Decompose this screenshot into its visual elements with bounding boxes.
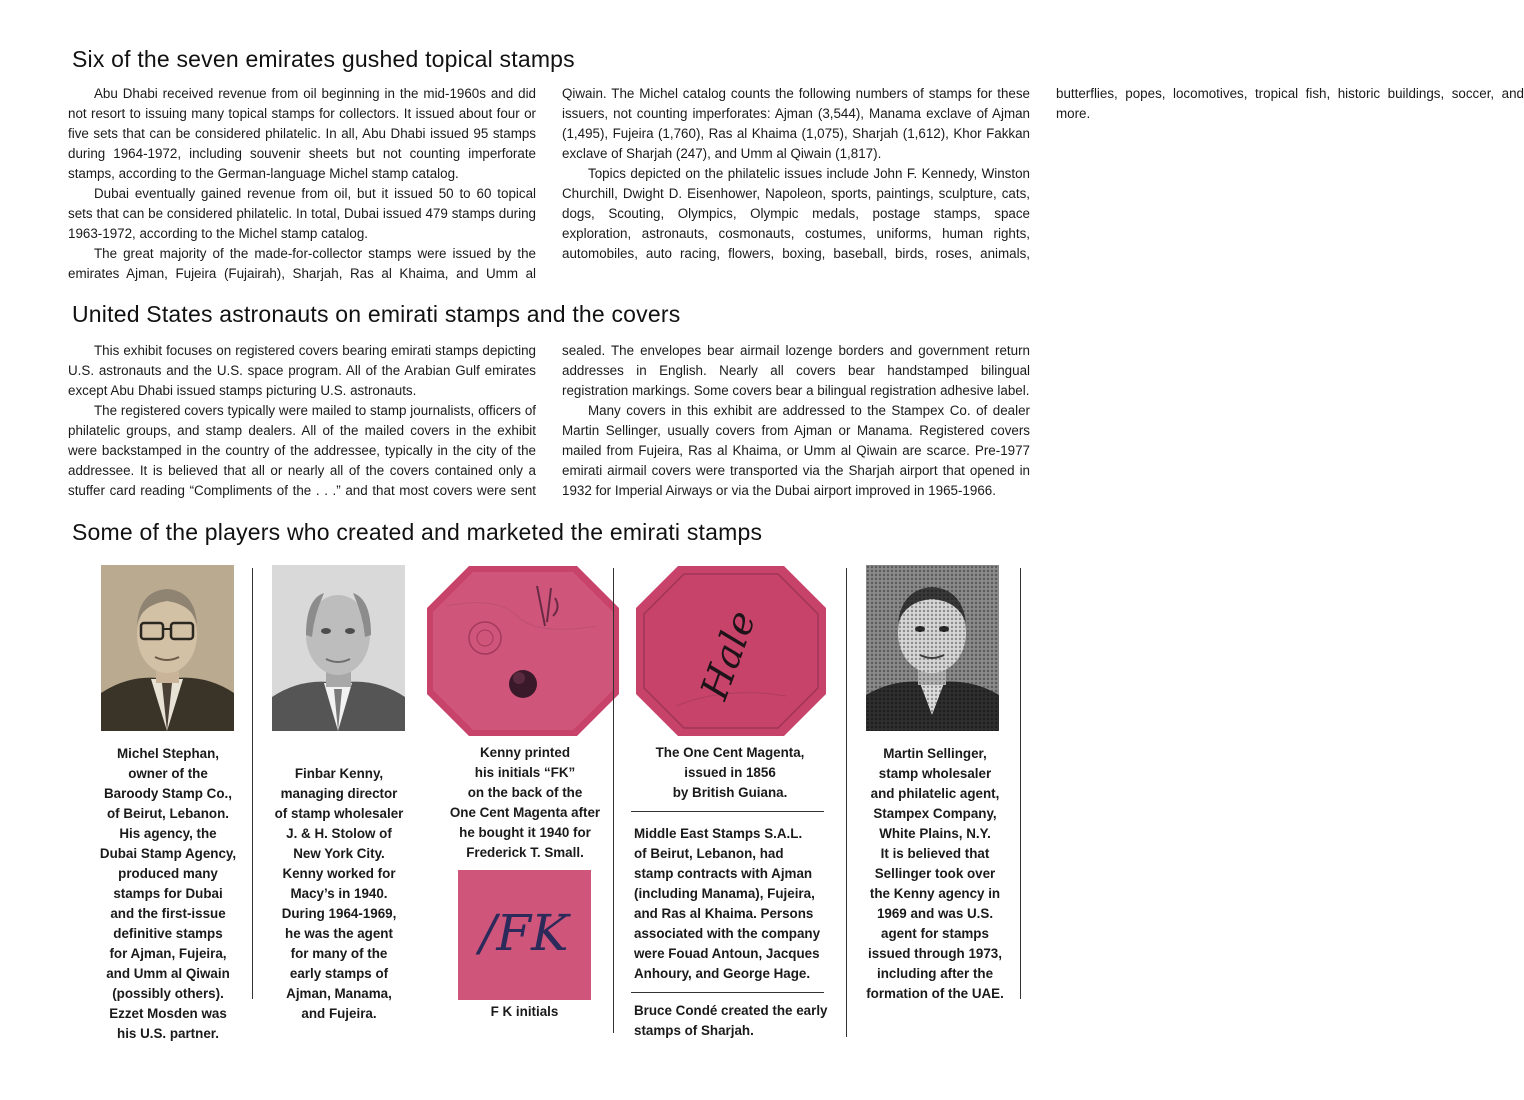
caption-line: Baroody Stamp Co., — [104, 786, 232, 801]
text-line: stamps of Sharjah. — [634, 1023, 754, 1038]
one-cent-magenta-caption — [630, 743, 830, 803]
column-divider — [252, 568, 253, 999]
caption-line: His agency, the — [119, 826, 217, 841]
caption-line: definitive stamps — [113, 926, 223, 941]
magenta-back-photo — [427, 566, 619, 736]
caption-line: issued in 1856 — [684, 765, 776, 780]
paragraph: Dubai eventually gained revenue from oil, but it issued 50 to 60 topical sets that can be considered philatelic. In total, Dubai issued 479 stamps during 1963-1972, according to the Michel stamp catalog. — [68, 186, 536, 241]
caption-line: Martin Sellinger, — [883, 746, 987, 761]
caption-line: Finbar Kenny, — [294, 766, 384, 781]
magenta-signature: Hale — [692, 604, 765, 705]
caption-line: he bought it 1940 for — [459, 825, 591, 840]
caption-line: (possibly others). — [112, 986, 224, 1001]
paragraph: Topics depicted on the philatelic issues include John F. Kennedy, Winston Churchill, Dwight D. Eisenhower, Napoleon, sports, paintings, sculpture, cats, dogs, Scouting, Olympics, Olympic medals, postage stamps, space exploration, astronauts, cosmonauts, costumes, uniforms, human rights, automobiles, auto racing, flowers, boxing, baseball, birds, roses, animals, butterflies, popes, locomotives, tropical fish, historic buildings, soccer, and more. — [562, 86, 1524, 261]
caption-line: owner of the — [128, 766, 208, 781]
horizontal-divider — [631, 992, 824, 993]
fk-initials-closeup-photo — [458, 870, 591, 1000]
section-heading-topical-stamps: Six of the seven emirates gushed topical stamps — [72, 46, 575, 72]
caption-line: Stampex Company, — [873, 806, 997, 821]
paragraph: The great majority of the made-for-collector stamps were issued by the emirates Ajman, Fujeira (Fujairah), Sharjah, Ras al Khaima, and Umm al Qiwain. The Michel catalog counts the following numbers of stamps for these issuers, not counting imperforates: Ajman (3,544), Manama exclave of Ajman (1,495), Fujeira (1,760), Ras al Khaima (1,075), Sharjah (1,612), Khor Fakkan exclave of Sharjah (247), and Umm al Qiwain (1,817). — [68, 86, 1030, 281]
caption-line: managing director — [280, 786, 398, 801]
caption-line: One Cent Magenta after — [449, 805, 601, 820]
caption-line: J. & H. Stolow of — [286, 826, 392, 841]
caption-line: by British Guiana. — [672, 785, 788, 800]
caption-line: agent for stamps — [881, 926, 989, 941]
caption-line: The One Cent Magenta, — [655, 745, 805, 760]
finbar-kenny-caption — [264, 764, 414, 1024]
fk-initials-description — [440, 743, 610, 863]
text-line: stamp contracts with Ajman — [634, 866, 813, 881]
caption-line: and philatelic agent, — [870, 786, 1000, 801]
paragraph: The registered covers typically were mailed to stamp journalists, officers of philatelic groups, and stamp dealers. All of the mailed covers in the exhibit were backstamped in the country of the addressee, typically in the city of the addressee. It is believed that all or nearly all of the covers contained only a stuffer card reading “Compliments of the . . .” and that most covers were sent sealed. The envelopes bear airmail lozenge borders and government return addresses in English. Nearly all covers bear handstamped bilingual registration markings. Some covers bear a bilingual registration adhesive label. — [68, 343, 1030, 498]
middle-east-stamps-text — [634, 824, 834, 984]
caption-line: of Beirut, Lebanon. — [107, 806, 229, 821]
text-line: Bruce Condé created the early — [634, 1003, 828, 1018]
caption-line: on the back of the — [467, 785, 583, 800]
topical-stamps-text — [68, 84, 1524, 286]
caption-line: Macy’s in 1940. — [290, 886, 388, 901]
michel-stephan-caption — [92, 744, 244, 1044]
section-heading-players: Some of the players who created and marketed the emirati stamps — [72, 519, 763, 545]
martin-sellinger-photo — [866, 565, 999, 731]
text-line: Middle East Stamps S.A.L. — [634, 826, 803, 841]
column-divider — [613, 568, 614, 1033]
caption-line: the Kenny agency in — [869, 886, 1001, 901]
caption-line: produced many — [118, 866, 218, 881]
caption-line: his initials “FK” — [474, 765, 576, 780]
caption-line: for Ajman, Fujeira, — [109, 946, 227, 961]
one-cent-magenta-photo — [636, 566, 826, 736]
section-heading-astronauts: United States astronauts on emirati stamps and the covers — [72, 301, 681, 327]
bruce-conde-text — [634, 1001, 834, 1041]
text-line: Anhoury, and George Hage. — [634, 966, 811, 981]
caption-line: White Plains, N.Y. — [879, 826, 991, 841]
caption-line: stamps for Dubai — [113, 886, 223, 901]
text-line: associated with the company — [634, 926, 821, 941]
text-line: (including Manama), Fujeira, — [634, 886, 815, 901]
text-line: were Fouad Antoun, Jacques — [634, 946, 820, 961]
text-line: and Ras al Khaima. Persons — [634, 906, 814, 921]
column-divider — [1020, 568, 1021, 999]
caption-line: his U.S. partner. — [117, 1026, 219, 1041]
caption-line: During 1964-1969, — [281, 906, 397, 921]
paragraph: Many covers in this exhibit are addressed to the Stampex Co. of dealer Martin Sellinger, usually covers from Ajman or Manama. Registered covers mailed from Fujeira, Ras al Khaima, or Umm al Qiwain are scarce. Pre-1977 emirati airmail covers were transported via the Sharjah airport that opened in 1932 for Imperial Airways or via the Dubai airport improved in 1965-1966. — [562, 403, 1030, 498]
martin-sellinger-caption — [860, 744, 1010, 1004]
caption-line: 1969 and was U.S. — [876, 906, 994, 921]
caption-line: Dubai Stamp Agency, — [99, 846, 237, 861]
caption-line: for many of the — [290, 946, 388, 961]
caption-line: Frederick T. Small. — [466, 845, 584, 860]
paragraph: This exhibit focuses on registered covers bearing emirati stamps depicting U.S. astronauts and the U.S. space program. All of the Arabian Gulf emirates except Abu Dhabi issued stamps picturing U.S. astronauts. — [68, 343, 536, 398]
caption-line: It is believed that — [880, 846, 990, 861]
caption-line: of stamp wholesaler — [274, 806, 404, 821]
paragraph: Abu Dhabi received revenue from oil beginning in the mid-1960s and did not resort to issuing many topical stamps for collectors. It issued about four or five sets that can be considered philatelic. In all, Abu Dhabi issued 95 stamps during 1964-1972, including souvenir sheets but not counting imperforate stamps, according to the German-language Michel stamp catalog. — [68, 86, 536, 181]
caption-line: Ajman, Manama, — [286, 986, 392, 1001]
caption-line: Michel Stephan, — [117, 746, 219, 761]
fk-initials-mark: /FK — [479, 904, 569, 962]
caption-line: he was the agent — [285, 926, 393, 941]
finbar-kenny-photo — [272, 565, 405, 731]
fk-initials-caption — [458, 1002, 591, 1022]
caption-line: F K initials — [490, 1004, 559, 1019]
michel-stephan-photo — [101, 565, 234, 731]
caption-line: Kenny printed — [479, 745, 571, 760]
astronauts-covers-text — [68, 341, 1030, 503]
column-divider — [846, 568, 847, 1037]
caption-line: Ezzet Mosden was — [109, 1006, 227, 1021]
caption-line: issued through 1973, — [868, 946, 1002, 961]
caption-line: and the first-issue — [110, 906, 226, 921]
caption-line: New York City. — [293, 846, 385, 861]
caption-line: and Fujeira. — [301, 1006, 377, 1021]
text-line: of Beirut, Lebanon, had — [634, 846, 784, 861]
caption-line: and Umm al Qiwain — [106, 966, 230, 981]
caption-line: stamp wholesaler — [878, 766, 992, 781]
caption-line: Sellinger took over — [874, 866, 996, 881]
caption-line: Kenny worked for — [282, 866, 396, 881]
caption-line: formation of the UAE. — [866, 986, 1004, 1001]
caption-line: including after the — [876, 966, 994, 981]
horizontal-divider — [631, 811, 824, 812]
caption-line: early stamps of — [289, 966, 389, 981]
